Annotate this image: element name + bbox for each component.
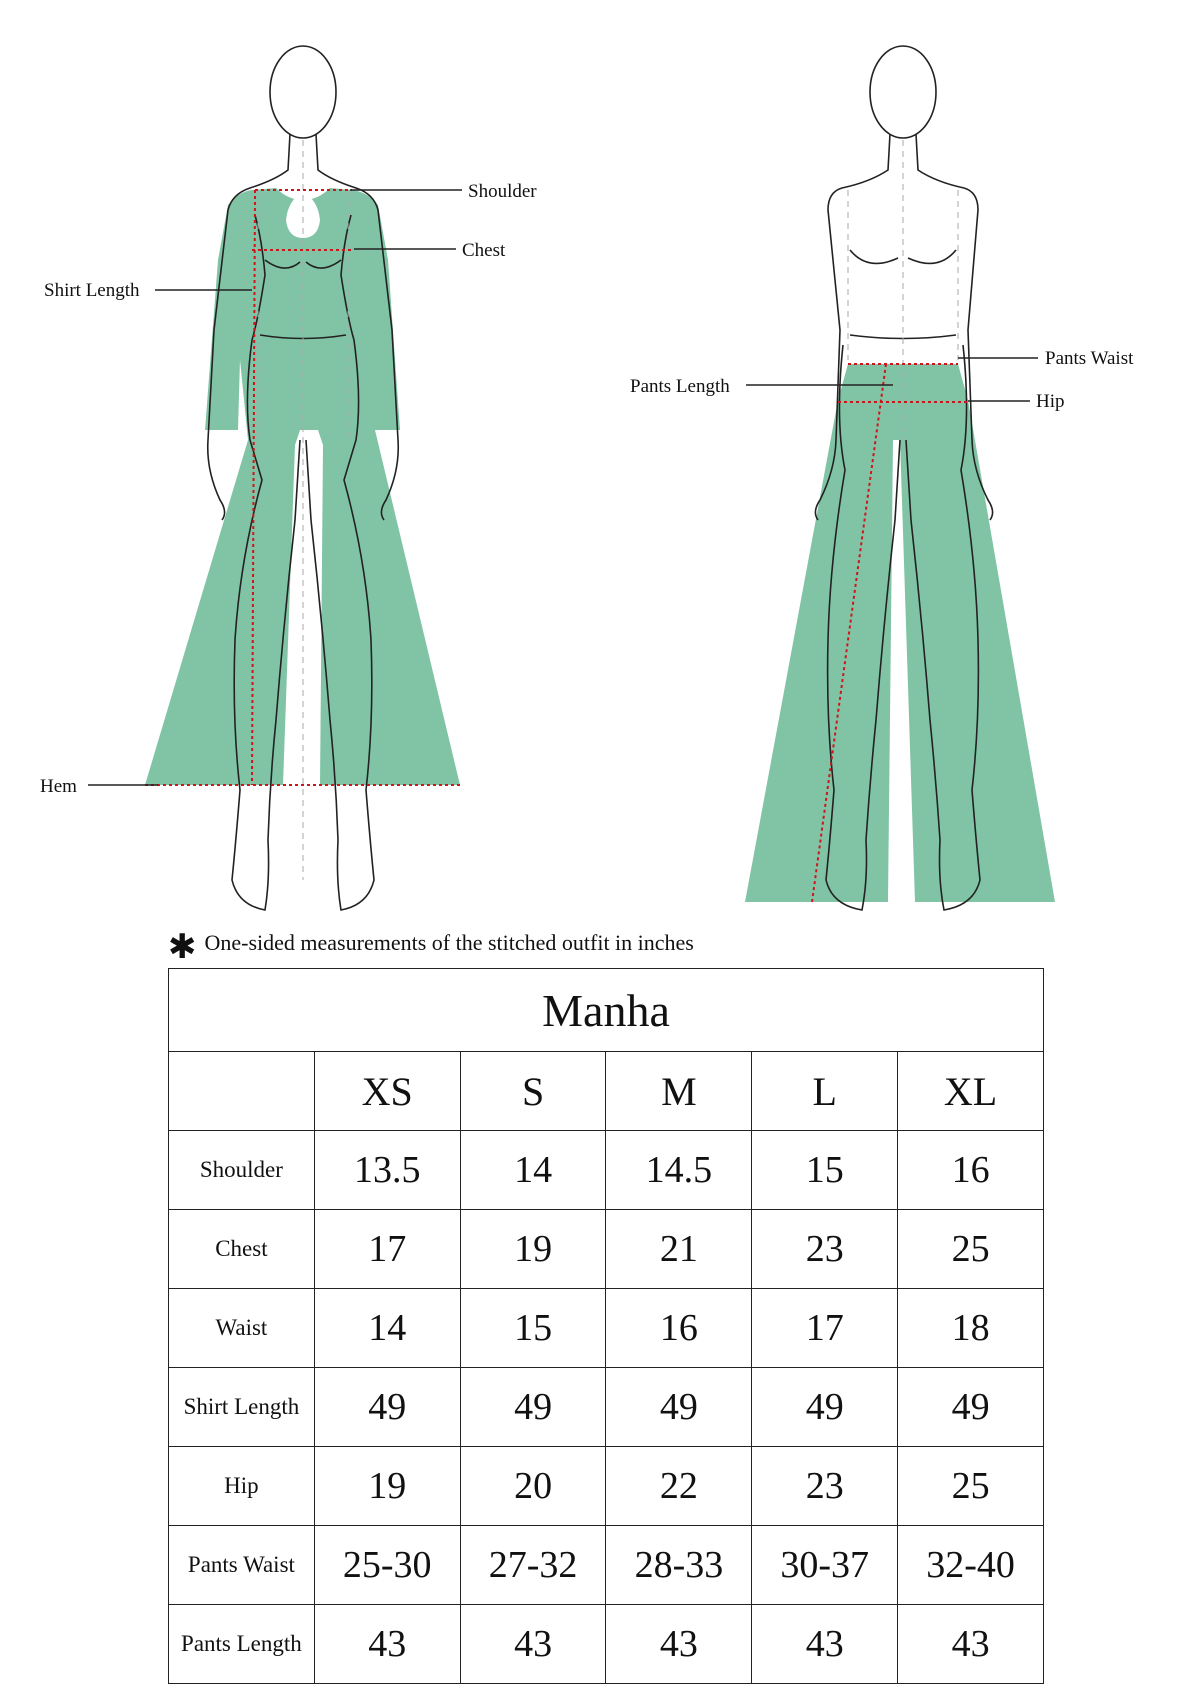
table-cell: 16: [898, 1131, 1044, 1210]
table-row: [169, 1289, 1044, 1368]
table-cell: 27-32: [460, 1526, 606, 1605]
label-shirt-length: Shirt Length: [44, 280, 140, 301]
label-hem: Hem: [40, 776, 77, 797]
label-chest: Chest: [462, 240, 506, 261]
table-cell: 49: [898, 1368, 1044, 1447]
table-cell: 21: [606, 1210, 752, 1289]
table-cell: 43: [898, 1605, 1044, 1684]
size-header-l: L: [752, 1052, 898, 1131]
table-cell: 18: [898, 1289, 1044, 1368]
table-cell: 43: [314, 1605, 460, 1684]
table-cell: 23: [752, 1210, 898, 1289]
row-label: Chest: [169, 1210, 315, 1289]
table-cell: 25: [898, 1447, 1044, 1526]
size-header-xl: XL: [898, 1052, 1044, 1131]
table-cell: 16: [606, 1289, 752, 1368]
table-cell: 49: [606, 1368, 752, 1447]
table-title: Manha: [169, 969, 1044, 1052]
asterisk-icon: ✱: [168, 927, 197, 967]
table-cell: 49: [314, 1368, 460, 1447]
table-cell: 49: [460, 1368, 606, 1447]
table-row: [169, 1131, 1044, 1210]
table-row: [169, 1526, 1044, 1605]
row-label: Shirt Length: [169, 1368, 315, 1447]
shirt-figure: [40, 46, 537, 910]
table-cell: 30-37: [752, 1526, 898, 1605]
table-cell: 17: [752, 1289, 898, 1368]
table-cell: 32-40: [898, 1526, 1044, 1605]
table-row: [169, 1605, 1044, 1684]
label-pants-waist: Pants Waist: [1045, 348, 1134, 369]
row-label: Hip: [169, 1447, 315, 1526]
table-row: [169, 1210, 1044, 1289]
table-row: [169, 1447, 1044, 1526]
label-shoulder: Shoulder: [468, 181, 537, 202]
table-cell: 14.5: [606, 1131, 752, 1210]
table-cell: 23: [752, 1447, 898, 1526]
row-label: Pants Length: [169, 1605, 315, 1684]
table-cell: 28-33: [606, 1526, 752, 1605]
table-cell: 43: [460, 1605, 606, 1684]
pants-figure: [630, 46, 1134, 910]
size-header-xs: XS: [314, 1052, 460, 1131]
row-label: Waist: [169, 1289, 315, 1368]
table-cell: 19: [314, 1447, 460, 1526]
table-cell: 49: [752, 1368, 898, 1447]
size-chart-table: [168, 968, 1044, 1684]
size-header-s: S: [460, 1052, 606, 1131]
table-cell: 25: [898, 1210, 1044, 1289]
size-header-m: M: [606, 1052, 752, 1131]
table-cell: 20: [460, 1447, 606, 1526]
table-cell: 25-30: [314, 1526, 460, 1605]
label-hip: Hip: [1036, 391, 1065, 412]
size-header-row: [169, 1052, 1044, 1131]
measurement-note: [168, 927, 694, 967]
table-cell: 17: [314, 1210, 460, 1289]
row-label: Shoulder: [169, 1131, 315, 1210]
table-cell: 43: [752, 1605, 898, 1684]
table-cell: 22: [606, 1447, 752, 1526]
table-cell: 43: [606, 1605, 752, 1684]
note-text: One-sided measurements of the stitched outfit in inches: [204, 930, 694, 955]
label-pants-length: Pants Length: [630, 376, 730, 397]
table-cell: 13.5: [314, 1131, 460, 1210]
table-row: [169, 1368, 1044, 1447]
table-cell: 19: [460, 1210, 606, 1289]
table-cell: 15: [460, 1289, 606, 1368]
table-cell: 14: [314, 1289, 460, 1368]
row-label: Pants Waist: [169, 1526, 315, 1605]
table-cell: 15: [752, 1131, 898, 1210]
table-cell: 14: [460, 1131, 606, 1210]
header-empty-cell: [169, 1052, 315, 1131]
